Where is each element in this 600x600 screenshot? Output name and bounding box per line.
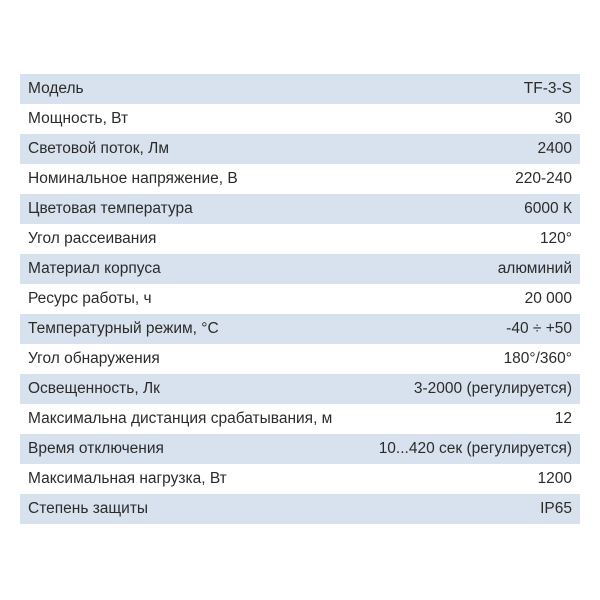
spec-table xyxy=(20,74,580,524)
spec-label: Максимальна дистанция срабатывания, м xyxy=(28,410,333,427)
spec-value: 1200 xyxy=(537,470,572,487)
spec-label: Мощность, Вт xyxy=(28,110,129,127)
spec-label: Световой поток, Лм xyxy=(28,140,169,157)
spec-value: 20 000 xyxy=(524,290,572,307)
spec-value: 30 xyxy=(554,110,572,127)
spec-value: 220-240 xyxy=(515,170,572,187)
spec-label: Номинальное напряжение, В xyxy=(28,170,238,187)
spec-value: 6000 К xyxy=(524,200,572,217)
spec-label: Температурный режим, °С xyxy=(28,320,219,337)
spec-value: TF-3-S xyxy=(523,80,572,97)
table-row xyxy=(20,254,580,284)
table-row xyxy=(20,404,580,434)
spec-value: 12 xyxy=(554,410,572,427)
spec-label: Время отключения xyxy=(28,440,164,457)
table-row xyxy=(20,194,580,224)
spec-value: 180°/360° xyxy=(503,350,572,367)
table-row xyxy=(20,374,580,404)
table-row xyxy=(20,434,580,464)
table-row xyxy=(20,74,580,104)
table-row xyxy=(20,134,580,164)
spec-label: Степень защиты xyxy=(28,500,149,517)
spec-label: Цветовая температура xyxy=(28,200,193,217)
table-row xyxy=(20,104,580,134)
table-row xyxy=(20,224,580,254)
table-row xyxy=(20,464,580,494)
table-row xyxy=(20,164,580,194)
spec-value: 3-2000 (регулируется) xyxy=(413,380,572,397)
spec-label: Материал корпуса xyxy=(28,260,161,277)
spec-label: Угол обнаружения xyxy=(28,350,160,367)
spec-label: Модель xyxy=(28,80,84,97)
spec-value: 10...420 сек (регулируется) xyxy=(378,440,572,457)
spec-label: Ресурс работы, ч xyxy=(28,290,152,307)
table-row xyxy=(20,494,580,524)
spec-label: Максимальная нагрузка, Вт xyxy=(28,470,227,487)
spec-label: Угол рассеивания xyxy=(28,230,157,247)
spec-value: 2400 xyxy=(537,140,572,157)
spec-value: 120° xyxy=(539,230,572,247)
spec-value: -40 ÷ +50 xyxy=(506,320,572,337)
table-row xyxy=(20,284,580,314)
table-row xyxy=(20,344,580,374)
spec-label: Освещенность, Лк xyxy=(28,380,160,397)
table-row xyxy=(20,314,580,344)
spec-value: IP65 xyxy=(540,500,572,517)
spec-value: алюминий xyxy=(497,260,572,277)
